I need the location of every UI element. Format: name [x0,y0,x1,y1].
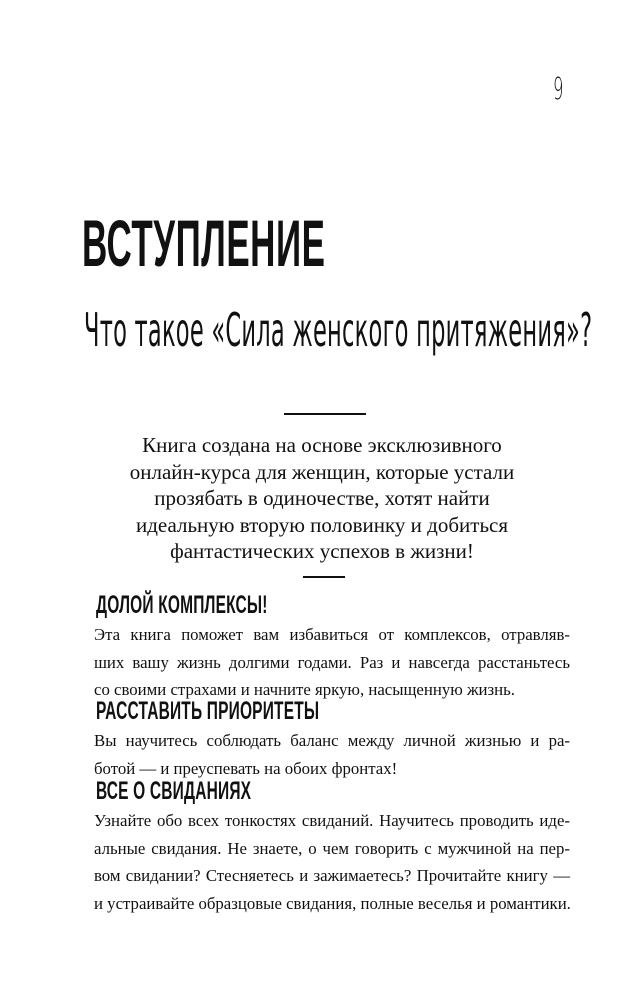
section-body-complexes [94,621,570,704]
section-body-priorities [94,727,570,782]
section-heading-dating: ВСЕ О СВИДАНИЯХ [96,777,252,805]
chapter-subtitle: Что такое «Сила женского притяжения»? [84,303,593,357]
body-line: со своими страхами и начните яркую, насыщенную жизнь. [94,680,515,699]
body-line: Узнайте обо всех тонкостях свиданий. Научитесь проводить иде- [94,811,570,830]
section-heading-complexes: ДОЛОЙ КОМПЛЕКСЫ! [96,591,268,619]
section-heading-priorities: РАССТАВИТЬ ПРИОРИТЕТЫ [96,697,320,725]
body-line: Вы научитесь соблюдать баланс между личной жизнью и ра- [94,731,570,750]
decorative-rule-top [284,413,366,415]
body-line: ботой — и преуспевать на обоих фронтах! [94,758,398,778]
body-line: вом свидании? Стесняетесь и зажимаетесь? Прочитайте книгу — [94,866,570,885]
body-line: альные свидания. Не знаете, о чем говорить с мужчиной на пер- [94,838,570,858]
intro-line: фантастических успехов в жизни! [170,539,474,563]
body-line: ших вашу жизнь долгими годами. Раз и навсегда расстаньтесь [94,652,570,672]
page-number: 9 [553,72,565,107]
decorative-rule-middle [303,576,345,578]
intro-line: прозябать в одиночестве, хотят найти [154,486,490,510]
intro-paragraph [92,432,552,565]
intro-line: онлайн-курса для женщин, которые устали [129,459,515,484]
intro-line: Книга создана на основе эксклюзивного [142,433,502,457]
body-line: Эта книга поможет вам избавиться от комплексов, отравляв- [94,625,570,644]
chapter-title: ВСТУПЛЕНИЕ [82,206,326,280]
section-body-dating [94,807,570,917]
body-line: и устраивайте образцовые свидания, полные веселья и романтики. [94,893,571,913]
intro-line: идеальную вторую половинку и добиться [135,512,508,537]
